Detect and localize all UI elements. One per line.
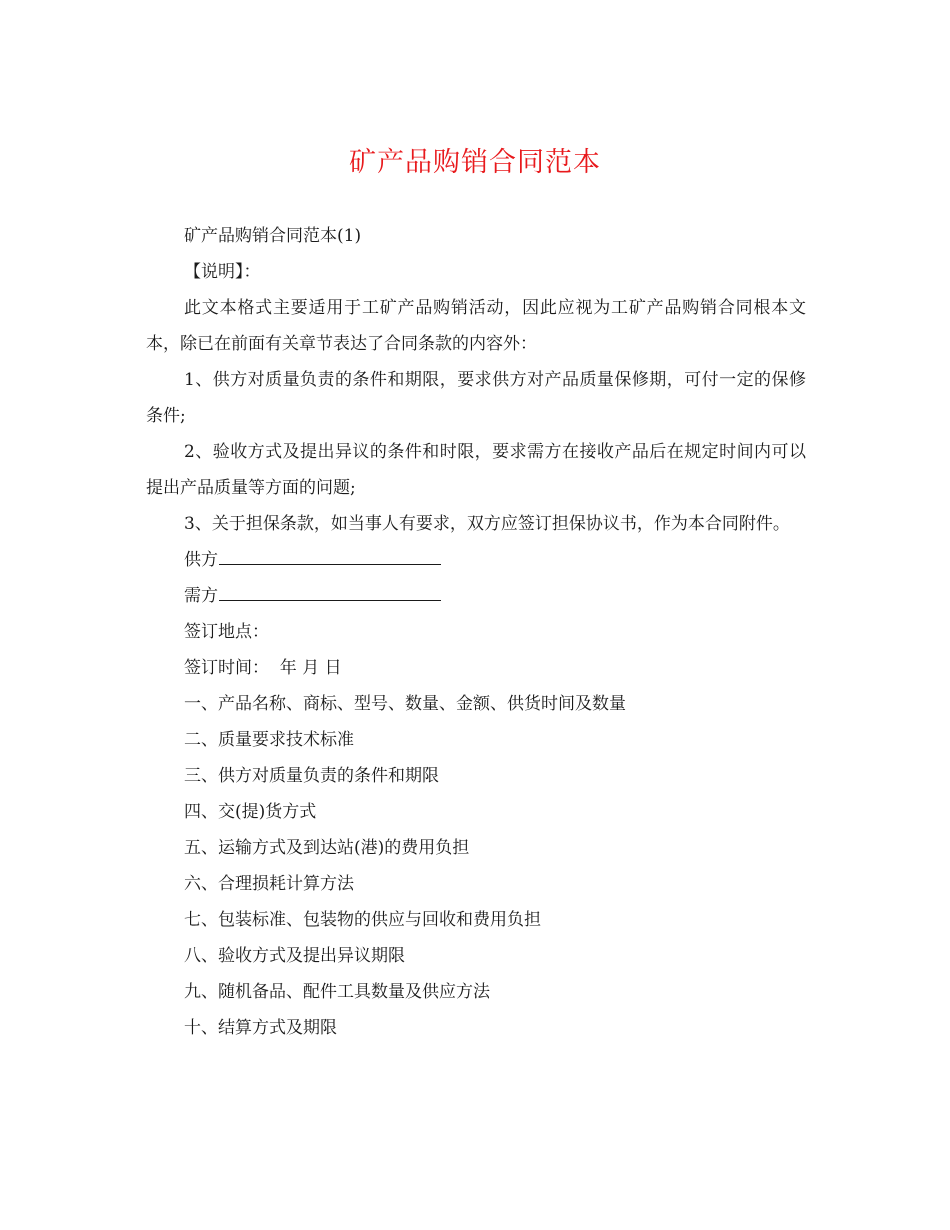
note-label: 【说明】： bbox=[184, 262, 261, 282]
supplier-blank bbox=[219, 544, 441, 565]
clause-item: 一、产品名称、商标、型号、数量、金额、供货时间及数量 bbox=[184, 694, 626, 714]
buyer-label: 需方 bbox=[184, 586, 218, 606]
clause-item: 四、交(提)货方式 bbox=[184, 802, 317, 822]
clause-item: 二、质量要求技术标准 bbox=[184, 730, 354, 750]
clause-item: 十、结算方式及期限 bbox=[184, 1018, 337, 1038]
buyer-line bbox=[146, 578, 806, 614]
point-paragraph-1: 1、供方对质量负责的条件和期限，要求供方对产品质量保修期，可付一定的保修条件; bbox=[146, 370, 806, 426]
clause-item: 六、合理损耗计算方法 bbox=[184, 874, 354, 894]
point-paragraph-2: 2、验收方式及提出异议的条件和时限，要求需方在接收产品后在规定时间内可以提出产品质量等方面的问题; bbox=[146, 442, 806, 498]
sign-place: 签订地点： bbox=[184, 622, 269, 642]
clause-item: 五、运输方式及到达站(港)的费用负担 bbox=[184, 838, 470, 858]
intro-paragraph: 此文本格式主要适用于工矿产品购销活动，因此应视为工矿产品购销合同根本文本，除已在前面有关章节表达了合同条款的内容外： bbox=[146, 298, 806, 354]
supplier-label: 供方 bbox=[184, 550, 218, 570]
clause-item: 八、验收方式及提出异议期限 bbox=[184, 946, 405, 966]
buyer-blank bbox=[219, 580, 441, 601]
point-paragraph-3: 3、关于担保条款，如当事人有要求，双方应签订担保协议书，作为本合同附件。 bbox=[184, 514, 790, 534]
clause-item: 三、供方对质量负责的条件和期限 bbox=[184, 766, 439, 786]
subtitle: 矿产品购销合同范本(1) bbox=[184, 226, 362, 246]
document-body bbox=[146, 218, 806, 1046]
sign-time: 签订时间： 年 月 日 bbox=[184, 658, 342, 678]
supplier-line bbox=[146, 542, 806, 578]
clause-item: 九、随机备品、配件工具数量及供应方法 bbox=[184, 982, 490, 1002]
document-title: 矿产品购销合同范本 bbox=[349, 147, 601, 178]
clause-item: 七、包装标准、包装物的供应与回收和费用负担 bbox=[184, 910, 541, 930]
